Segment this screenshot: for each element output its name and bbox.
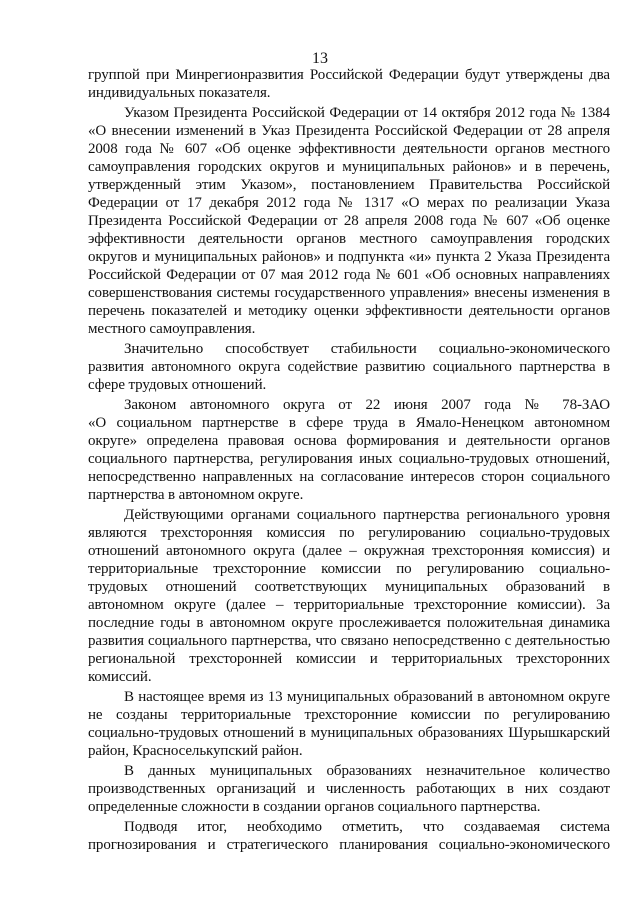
text-line: местного самоуправления. bbox=[88, 321, 256, 337]
text-line: производственных организаций и численность работающих в них создают bbox=[88, 781, 610, 797]
text-line: трудовых отношений соответствующих муниципальных образований в bbox=[88, 579, 610, 595]
text-line: самоуправления городских округов и муниципальных районов» и в перечень, bbox=[88, 159, 610, 175]
text-line: 2008 года № 607 «Об оценке эффективности деятельности органов местного bbox=[88, 141, 610, 157]
text-line: развития автономного округа содействие развитию социального партнерства в bbox=[88, 359, 610, 375]
text-line: индивидуальных показателя. bbox=[88, 85, 271, 101]
text-line: эффективности деятельности органов местного самоуправления городских bbox=[88, 231, 610, 247]
text-line: Указом Президента Российской Федерации от 14 октября 2012 года № 1384 bbox=[124, 105, 610, 121]
text-line: Федерации от 17 декабря 2012 года № 1317 «О мерах по реализации Указа bbox=[88, 195, 610, 211]
text-line: территориальные трехсторонние комиссии по регулированию социально- bbox=[88, 561, 610, 577]
text-line: последние годы в автономном округе прослеживается положительная динамика bbox=[88, 615, 610, 631]
text-line: совершенствования системы государственного управления» внесены изменения в bbox=[88, 285, 610, 301]
text-line: определенные сложности в создании органов социального партнерства. bbox=[88, 799, 541, 815]
text-line: Президента Российской Федерации от 28 апреля 2008 года № 607 «Об оценке bbox=[88, 213, 610, 229]
text-line: социально-трудовых отношений в муниципальных образованиях Шурышкарский bbox=[88, 725, 610, 741]
text-line: непосредственно направленных на согласование интересов сторон социального bbox=[88, 469, 610, 485]
text-line: Законом автономного округа от 22 июня 2007 года № 78-ЗАО bbox=[124, 397, 610, 413]
text-line: В данных муниципальных образованиях незначительное количество bbox=[124, 763, 610, 779]
text-line: партнерства в автономном округе. bbox=[88, 487, 304, 503]
text-line: утвержденный этим Указом», постановлением Правительства Российской bbox=[88, 177, 610, 193]
text-line: группой при Минрегионразвития Российской Федерации будут утверждены два bbox=[88, 67, 610, 83]
text-line: «О социальном партнерстве в сфере труда в Ямало-Ненецком автономном bbox=[88, 415, 610, 431]
text-line: развития социального партнерства, что связано непосредственно с деятельностью bbox=[88, 633, 610, 649]
text-line: Значительно способствует стабильности социально-экономического bbox=[124, 341, 610, 357]
text-line: прогнозирования и стратегического планирования социально-экономического bbox=[88, 837, 610, 853]
text-line: автономном округе (далее – территориальные трехсторонние комиссии). За bbox=[88, 597, 610, 613]
text-line: не созданы территориальные трехсторонние комиссии по регулированию bbox=[88, 707, 610, 723]
text-line: округов и муниципальных районов» и подпункта «и» пункта 2 Указа Президента bbox=[88, 249, 610, 265]
text-line: социального партнерства, регулирования иных социально-трудовых отношений, bbox=[88, 451, 610, 467]
text-line: округе» определена правовая основа формирования и деятельности органов bbox=[88, 433, 610, 449]
text-line: Действующими органами социального партнерства регионального уровня bbox=[124, 507, 610, 523]
text-line: являются трехсторонняя комиссия по регулированию социально-трудовых bbox=[88, 525, 610, 541]
text-line: Российской Федерации от 07 мая 2012 года № 601 «Об основных направлениях bbox=[88, 267, 610, 283]
text-line: Подводя итог, необходимо отметить, что создаваемая система bbox=[124, 819, 610, 835]
text-line: отношений автономного округа (далее – окружная трехсторонняя комиссия) и bbox=[88, 543, 610, 559]
text-line: сфере трудовых отношений. bbox=[88, 377, 267, 393]
text-line: район, Красноселькупский район. bbox=[88, 743, 303, 759]
text-line: региональной трехсторонней комиссии и территориальных трехсторонних bbox=[88, 651, 610, 667]
text-line: «О внесении изменений в Указ Президента Российской Федерации от 28 апреля bbox=[88, 123, 610, 139]
text-line: комиссий. bbox=[88, 669, 152, 685]
text-line: В настоящее время из 13 муниципальных образований в автономном округе bbox=[124, 689, 610, 705]
text-line: перечень показателей и методику оценки эффективности деятельности органов bbox=[88, 303, 610, 319]
page-number: 13 bbox=[312, 50, 328, 67]
